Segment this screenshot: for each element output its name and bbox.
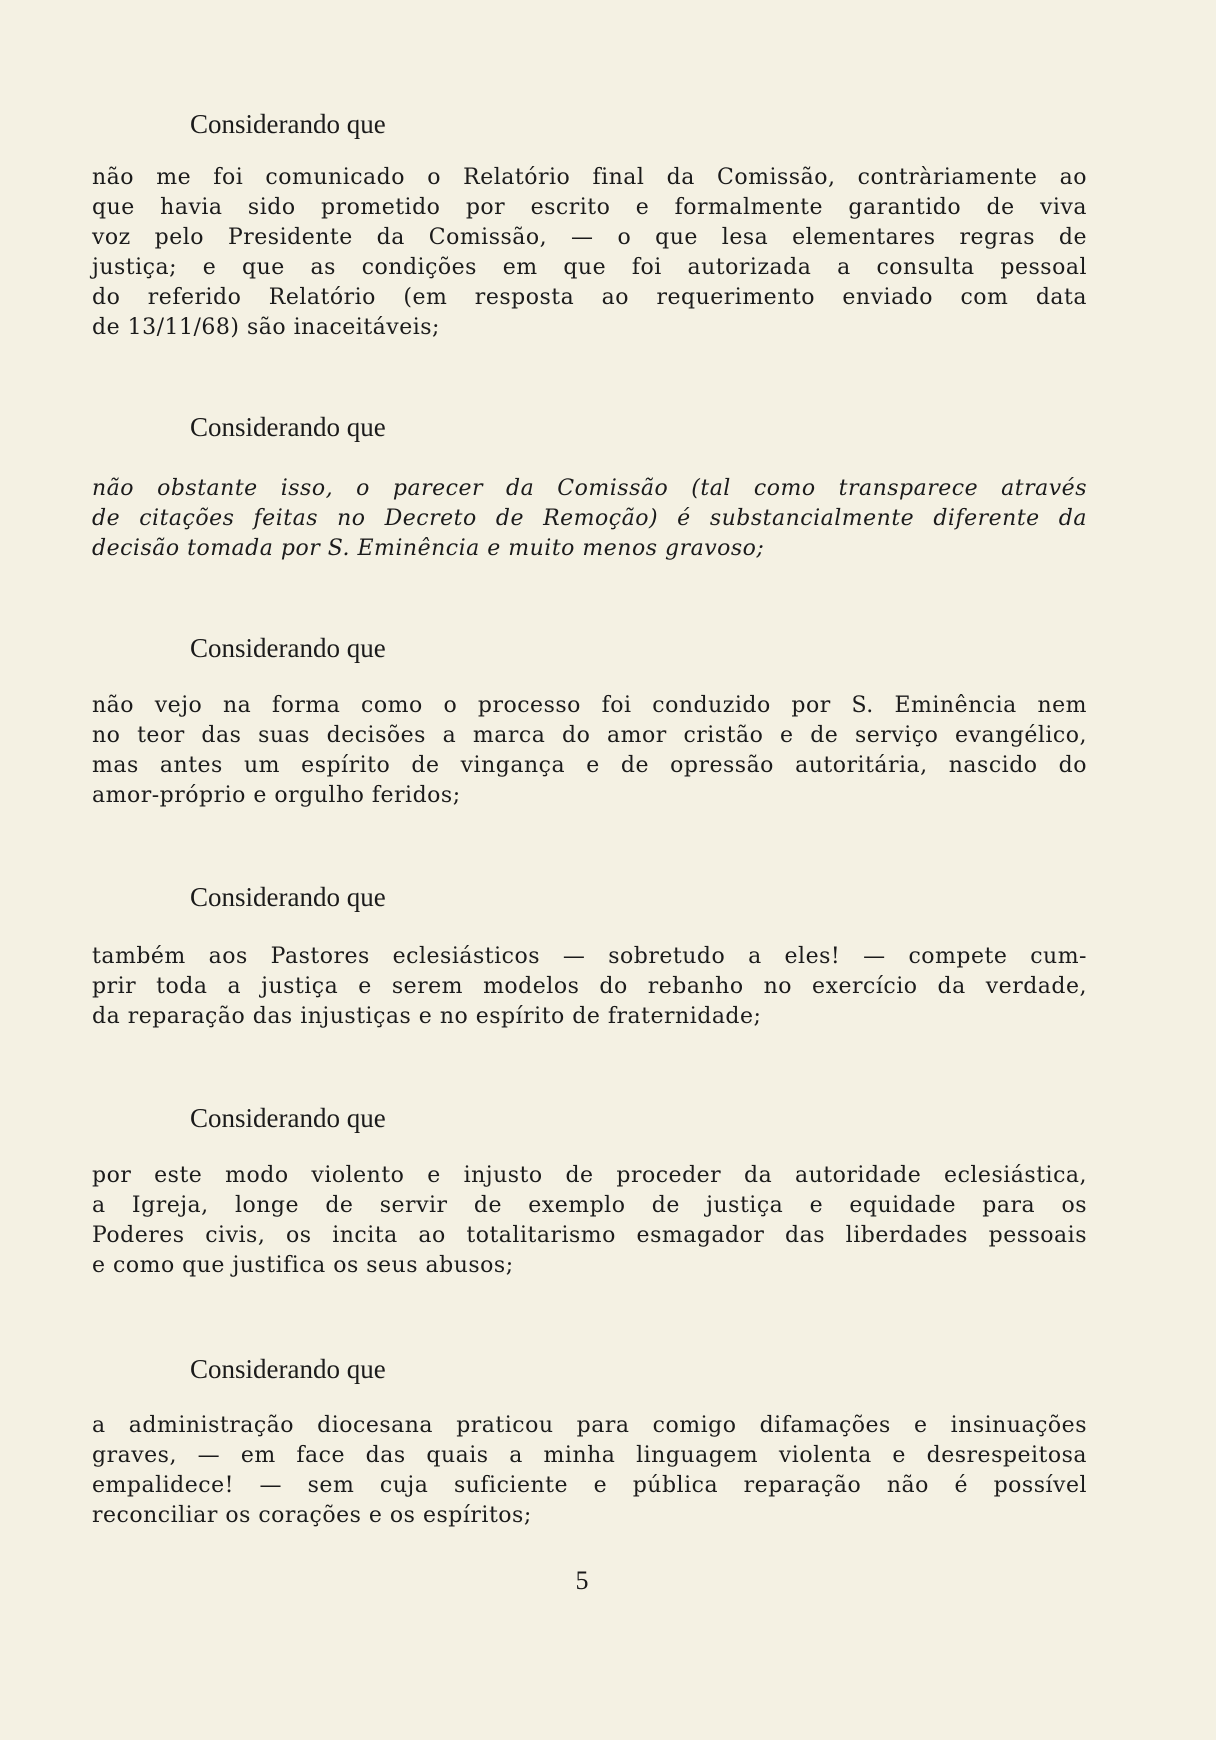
page-number: 5: [575, 1566, 589, 1595]
text-line: não me foi comunicado o Relatório final da Comissão, contràriamente ao: [92, 165, 1087, 190]
section-paragraph: [92, 942, 1087, 1032]
text-line: não vejo na forma como o processo foi conduzido por S. Eminência nem: [92, 693, 1087, 718]
section-paragraph: [92, 691, 1087, 811]
section-heading: Considerando que: [190, 412, 386, 442]
text-line: amor-próprio e orgulho feridos;: [92, 783, 461, 808]
text-line: e como que justifica os seus abusos;: [92, 1253, 514, 1278]
section-paragraph: [92, 163, 1087, 343]
section-paragraph: [92, 474, 1087, 564]
text-line: decisão tomada por S. Eminência e muito menos gravoso;: [92, 536, 765, 561]
text-line: a administração diocesana praticou para comigo difamações e insinuações: [92, 1413, 1087, 1438]
section-paragraph: [92, 1411, 1087, 1531]
section-paragraph: [92, 1161, 1087, 1281]
text-line: da reparação das injustiças e no espírito de fraternidade;: [92, 1004, 762, 1029]
text-line: não obstante isso, o parecer da Comissão (tal como transparece através: [92, 476, 1087, 501]
text-line: empalidece! — sem cuja suficiente e pública reparação não é possível: [92, 1473, 1087, 1498]
text-line: também aos Pastores eclesiásticos — sobretudo a eles! — compete cum-: [92, 944, 1087, 969]
section-heading: Considerando que: [190, 633, 386, 663]
text-line: por este modo violento e injusto de proceder da autoridade eclesiástica,: [92, 1163, 1087, 1188]
text-line: de citações feitas no Decreto de Remoção) é substancialmente diferente da: [92, 506, 1087, 531]
text-line: no teor das suas decisões a marca do amor cristão e de serviço evangélico,: [92, 723, 1087, 748]
section-heading: Considerando que: [190, 1354, 386, 1384]
text-line: que havia sido prometido por escrito e formalmente garantido de viva: [92, 195, 1087, 220]
text-line: justiça; e que as condições em que foi autorizada a consulta pessoal: [92, 255, 1087, 280]
section-heading: Considerando que: [190, 882, 386, 912]
text-line: reconciliar os corações e os espíritos;: [92, 1503, 532, 1528]
text-line: do referido Relatório (em resposta ao requerimento enviado com data: [92, 285, 1087, 310]
text-line: Poderes civis, os incita ao totalitarismo esmagador das liberdades pessoais: [92, 1223, 1087, 1248]
text-line: voz pelo Presidente da Comissão, — o que lesa elementares regras de: [92, 225, 1087, 250]
text-line: prir toda a justiça e serem modelos do rebanho no exercício da verdade,: [92, 974, 1087, 999]
text-line: de 13/11/68) são inaceitáveis;: [92, 315, 440, 340]
text-line: a Igreja, longe de servir de exemplo de justiça e equidade para os: [92, 1193, 1087, 1218]
section-heading: Considerando que: [190, 109, 386, 139]
text-line: mas antes um espírito de vingança e de opressão autoritária, nascido do: [92, 753, 1087, 778]
text-line: graves, — em face das quais a minha linguagem violenta e desrespeitosa: [92, 1443, 1087, 1468]
section-heading: Considerando que: [190, 1103, 386, 1133]
